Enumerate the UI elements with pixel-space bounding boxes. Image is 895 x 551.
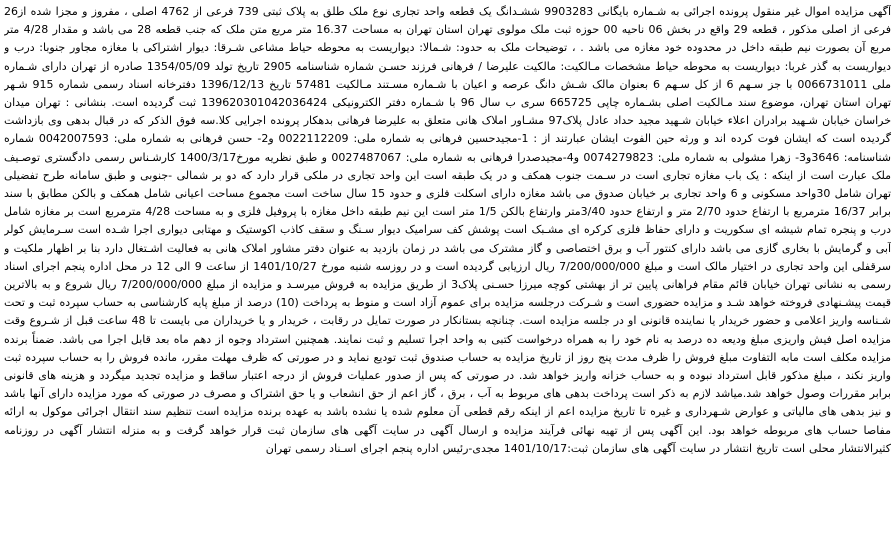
auction-notice xyxy=(4,3,891,548)
auction-notice-text: آگهی مزایده اموال غیر منقول پرونده اجرائی به شـماره بایگانی 9903283 ششـدانگ یک قطعه واحد تجاری نوع ملک طلق به پلاک ثبتی 739 فرعی از 4762 اصلی ، مفروز و مجزا شده از26 فرعی از اصلی مذکور ، قطعه 29 واقع در بخش 06 ناحیه 00 حوزه ثبت ملک مولوی تهران استان تهران به مساحت 16.37 متر مربع متن ملک که جنب قطعه 28 می باشد و مقدار 4/28 متر مربع آن بصورت نیم طبقه داخل در محدوده خود مغازه می باشد . ، توضیحات ملک به حدود: شـمالا: دیواریست به محوطه حیاط مشاعی شـرقا: دیوار اشتراکی با مغازه مجاور جنوبا: درب و دیواریست به گذر غربا: دیواریست به محوطه حیاط مشخصات مـالکیت: مالکیت علیرضا / فرهانی فرزند حسـن شماره شناسنامه 2905 تاریخ تولد 1354/05/09 صادره از تهران دارای شـماره ملی 0066731011 با جز سـهم 6 از کل سـهم 6 بعنوان مالک شـش دانگ عرصه و اعیان با شـماره مسـتند مـالکیت 57481 تاریخ 1396/12/13 دفترخانه اسناد رسمی شماره 915 شـهر تهران استان تهران، موضوع سند مـالکیت اصلی بشـماره چاپی 665725 سری ب سال 96 با شـماره دفتر الکترونیکی 139620301042036424 ثبت گردیده است. بنشانی : تهران میدان خراسان خیابان شـهید برادران اعلاء خیابان شـهید مجید حداد عادل پلاک97 مشـاور املاک هانی متعلق به علیرضا فرهانی بدهکار پرونده اجرایی کلا.سه فوق الذکر که در قبال بدهی وی بازداشت گردیده است که ایشان فوت کرده اند و ورثه حین الفوت ایشان عبارتند از : 1-مجیدحسین فرهانی به شماره ملی: 0022112209 و2- حسن فرهانی به شماره ملی: 0042007593 شماره شناسنامه: 3646و3- زهرا مشولی به شماره ملی: 0074279823 و4-مجیدصدرا فرهانی به شماره ملی: 0027487067 و طبق نظریه مورخ1400/3/17 کارشـناس رسمی دادگستری توصـیف ملک عبارت است از اینکه : یک باب مغازه تجاری است در سـمت جنوب همکف و در یک طبقه است این واحد تجاری در ملکی قرار دارد که دو بر شمالی -جنوبی و طبق سامانه طرح تفضیلی تهران شامل 30واحد مسکونی و 6 واحد تجاری بر خیابان صدوق می باشد مغازه دارای اسکلت فلزی و حدود 15 سال ساخت است مجموع مساحت اعیانی شامل همکف و بالکن مطابق با سند برابر 16/37 مترمربع با ارتفاع حدود 2/70 متر و ارتفاع حدود 3/40متر وارتفاع بالکن 1/5 متر است این نیم طبقه داخل مغازه با پروفیل فلزی و به مساحت 4/28 مترمربع است بر مغازه شامل درب و پنجره تمام شیشه ای سکوریت و دارای حفاظ فلزی کرکره ای مشـبک است پوشش کف سرامیک دیوار سـنگ و سقف کاذب اکوستیک و مهتابی دیواری اجرا شـده است سـرمایش کولر آبی و گرمایش با بخاری گازی می باشد دارای کنتور آب و برق اختصاصی و گاز مشترک می باشد در زمان بازدید به عنوان دفتر مشاور املاک هانی به فعالیت اشـتغال دارد بنا بر اظهار ملکیت و سرقفلی این واحد تجاری در اختیار مالک است و مبلغ 7/200/000/000 ریال ارزیابی گردیده است و در روزسه شنبه مورخ 1401/10/27 از ساعت 9 الی 12 در محل اداره پنجم اجرای اسناد رسمی به نشانی تهران خیابان قائم مقام فراهانی پایین تر از بهشتی کوچه میرزا حسـنی پلاک3 از طریق مزایده به فروش میرسـد و مزایده از مبلغ 7/200/000/000 ریال شروع و به بالاترین قیمت پیشـنهادی فروخته خواهد شـد و مزایده حضوری است و شـرکت درجلسه مزایده برای عموم آزاد است و منوط به پرداخت (10) درصد از مبلغ پایه کارشناسی به حساب سپرده ثبت و تحت شـناسه واریز اعلامی و حضور خریدار یا نماینده قانونی او در جلسه مزایده است. چنانچه بستانکار در صورت تمایل در رقابت ، خریدار و یا خریداران می بایست تا 48 ساعت قبل از شـروع وقت مزایده اصل فیش واریزی مبلغ ودیعه ده درصد به نام خود را به همراه درخواست کتبی به واحد اجرا تسلیم و ثبت نمایند. همچنین استرداد وجوه از دهم ماه بعد قابل اجرا می باشد. ضمناً برنده مزایده مکلف است مابه التفاوت مبلغ فروش را ظرف مدت پنج روز از تاریخ مزایده به حساب صندوق ثبت تودیع نماید و در صورتی که ظرف مهلت مقرر، مانده فروش را به حساب سپرده ثبت واریز نکند ، مبلغ مذکور قابل استرداد نبوده و به حساب خزانه واریز خواهد شد. در صورتی که پس از صدور عملیات فروش از درجه اعتبار ساقط و مزایده تجدید میگردد و هزینه های قانونی برابر مقررات وصول خواهد شد.میاشد لازم به ذکر است پرداخت بدهی های مربوط به آب ، برق ، گاز اعم از حق انشعاب و یا حق اشتراک و مصرف در صورتی که مورد مزایده دارای آنها باشد و نیز بدهی های مالیاتی و عوارض شـهرداری و غیره تا تاریخ مزایده اعم از اینکه رقم قطعی آن معلوم شده یا نشده باشد به عهده برنده مزایده است تنظیم سند انتقال اجرائی موکول به ارائه مفاصا حساب های مربوطه خواهد بود. این آگهی پس از تهیه نهائی فرآیند مزایده و ارسال آگهی در سایت آگهی های سازمان ثبت قرار خواهد گرفت و به منزله انتشار آگهی در روزنامه کثیرالانتشار محلی است تاریخ انتشار در سایت آگهی های سازمان ثبت:1401/10/17 مجدی-رئیس اداره پنجم اجرای اسـناد رسمی تهران xyxy=(4,5,891,455)
